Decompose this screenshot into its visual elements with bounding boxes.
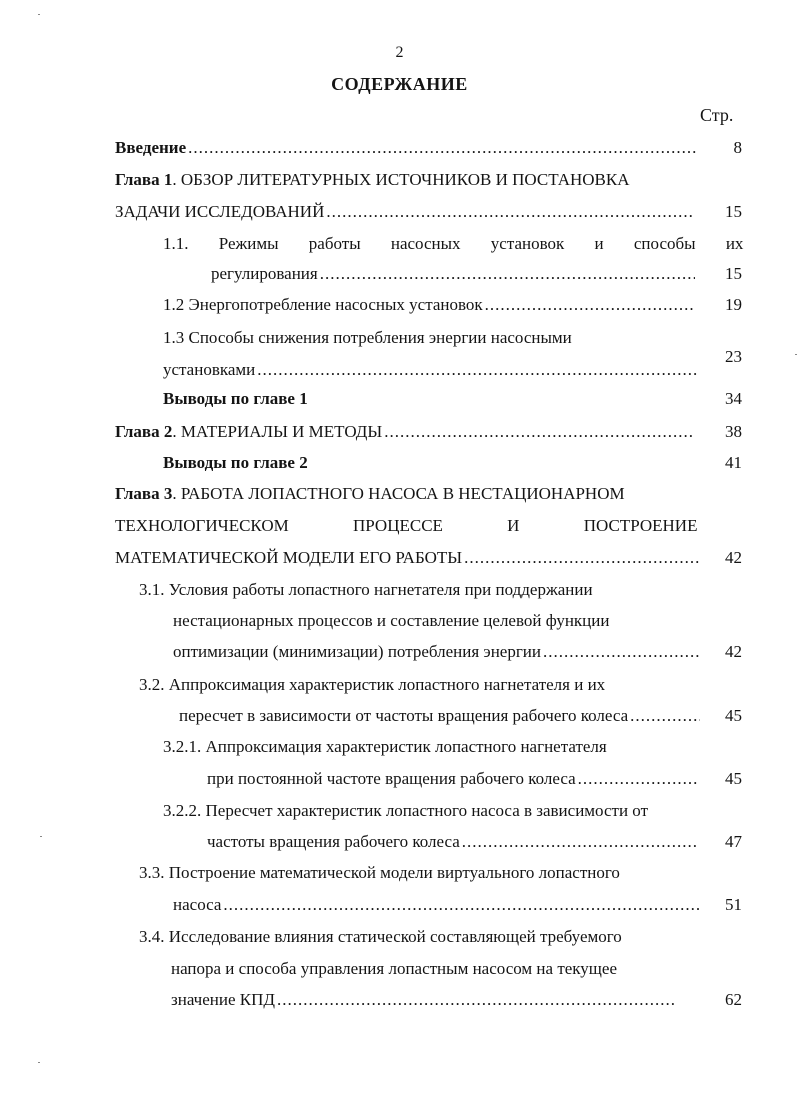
toc-page: 45 xyxy=(725,706,742,725)
toc-entry-3-1-cont[interactable]: нестационарных процессов и составление целевой функции xyxy=(173,611,610,630)
toc-entry-conclusions-2[interactable]: Выводы по главе 2 xyxy=(163,453,308,472)
toc-entry-1-3[interactable]: 1.3 Способы снижения потребления энергии насосными xyxy=(163,328,572,347)
chapter-prefix: Глава 1 xyxy=(115,170,173,189)
toc-entry-3-3-cont[interactable]: насоса ..... xyxy=(173,893,699,917)
toc-entry-1-3-cont[interactable]: установками ..... xyxy=(163,358,697,382)
toc-page: 47 xyxy=(725,832,742,851)
toc-entry-3-1[interactable]: 3.1. Условия работы лопастного нагнетателя при поддержании xyxy=(139,580,593,599)
toc-entry-3-1-cont2[interactable]: оптимизации (минимизации) потребления энергии ..... xyxy=(173,640,699,664)
chapter-prefix: Глава 3 xyxy=(115,484,173,503)
toc-page: 19 xyxy=(725,295,742,314)
chapter-prefix: Глава 2 xyxy=(115,422,173,441)
toc-entry-1-2[interactable]: 1.2 Энергопотребление насосных установок ..... xyxy=(163,293,695,317)
scan-speck xyxy=(40,836,42,837)
toc-entry-3-2-2[interactable]: 3.2.2. Пересчет характеристик лопастного насоса в зависимости от xyxy=(163,801,648,820)
toc-entry-conclusions-1[interactable]: Выводы по главе 1 xyxy=(163,389,308,408)
page-column-label: Стр. xyxy=(700,105,734,125)
toc-page: 23 xyxy=(725,347,742,366)
toc-entry-chapter-1[interactable]: Глава 1. ОБЗОР ЛИТЕРАТУРНЫХ ИСТОЧНИКОВ И ПОСТАНОВКА xyxy=(115,170,630,189)
toc-entry-3-4-cont2[interactable]: значение КПД ..... xyxy=(171,988,677,1012)
toc-entry-3-2[interactable]: 3.2. Аппроксимация характеристик лопастного нагнетателя и их xyxy=(139,675,606,694)
toc-entry-3-2-2-cont[interactable]: частоты вращения рабочего колеса ..... xyxy=(207,830,697,854)
page-number: 2 xyxy=(395,44,404,61)
toc-page: 42 xyxy=(725,548,742,567)
toc-page: 34 xyxy=(725,389,742,408)
toc-entry-chapter-3-cont[interactable]: ТЕХНОЛОГИЧЕСКОМ ПРОЦЕССЕ И ПОСТРОЕНИЕ xyxy=(115,516,698,535)
toc-page: 38 xyxy=(725,422,742,441)
page-title: СОДЕРЖАНИЕ xyxy=(331,74,468,94)
toc-page: 42 xyxy=(725,642,742,661)
toc-page: 62 xyxy=(725,990,742,1009)
scan-speck xyxy=(38,14,40,15)
toc-page: 15 xyxy=(725,264,742,283)
scan-speck xyxy=(38,1062,40,1063)
toc-entry-introduction[interactable]: Введение ..... xyxy=(115,136,697,160)
toc-entry-3-2-1[interactable]: 3.2.1. Аппроксимация характеристик лопастного нагнетателя xyxy=(163,737,607,756)
scan-speck xyxy=(795,354,797,355)
toc-entry-chapter-3[interactable]: Глава 3. РАБОТА ЛОПАСТНОГО НАСОСА В НЕСТАЦИОНАРНОМ xyxy=(115,484,625,503)
toc-entry-3-4-cont[interactable]: напора и способа управления лопастным насосом на текущее xyxy=(171,959,617,978)
toc-entry-3-2-cont[interactable]: пересчет в зависимости от частоты вращения рабочего колеса ..... xyxy=(179,704,700,728)
toc-entry-chapter-2[interactable]: Глава 2 . МАТЕРИАЛЫ И МЕТОДЫ ..... xyxy=(115,420,695,444)
toc-entry-3-2-1-cont[interactable]: при постоянной частоте вращения рабочего колеса ..... xyxy=(207,767,697,791)
toc-page: 8 xyxy=(733,138,742,157)
toc-entry-3-3[interactable]: 3.3. Построение математической модели виртуального лопастного xyxy=(139,863,620,882)
toc-entry-chapter-3-cont2[interactable]: МАТЕМАТИЧЕСКОЙ МОДЕЛИ ЕГО РАБОТЫ ..... xyxy=(115,546,700,570)
toc-entry-chapter-1-cont[interactable]: ЗАДАЧИ ИССЛЕДОВАНИЙ ..... xyxy=(115,200,692,224)
toc-page: 45 xyxy=(725,769,742,788)
toc-entry-1-1[interactable]: 1.1. Режимы работы насосных установок и способы их xyxy=(163,234,744,253)
toc-page: 51 xyxy=(725,895,742,914)
toc-entry-1-1-cont[interactable]: регулирования ..... xyxy=(211,262,695,286)
toc-page: 41 xyxy=(725,453,742,472)
toc-entry-3-4[interactable]: 3.4. Исследование влияния статической составляющей требуемого xyxy=(139,927,622,946)
toc-page: 15 xyxy=(725,202,742,221)
